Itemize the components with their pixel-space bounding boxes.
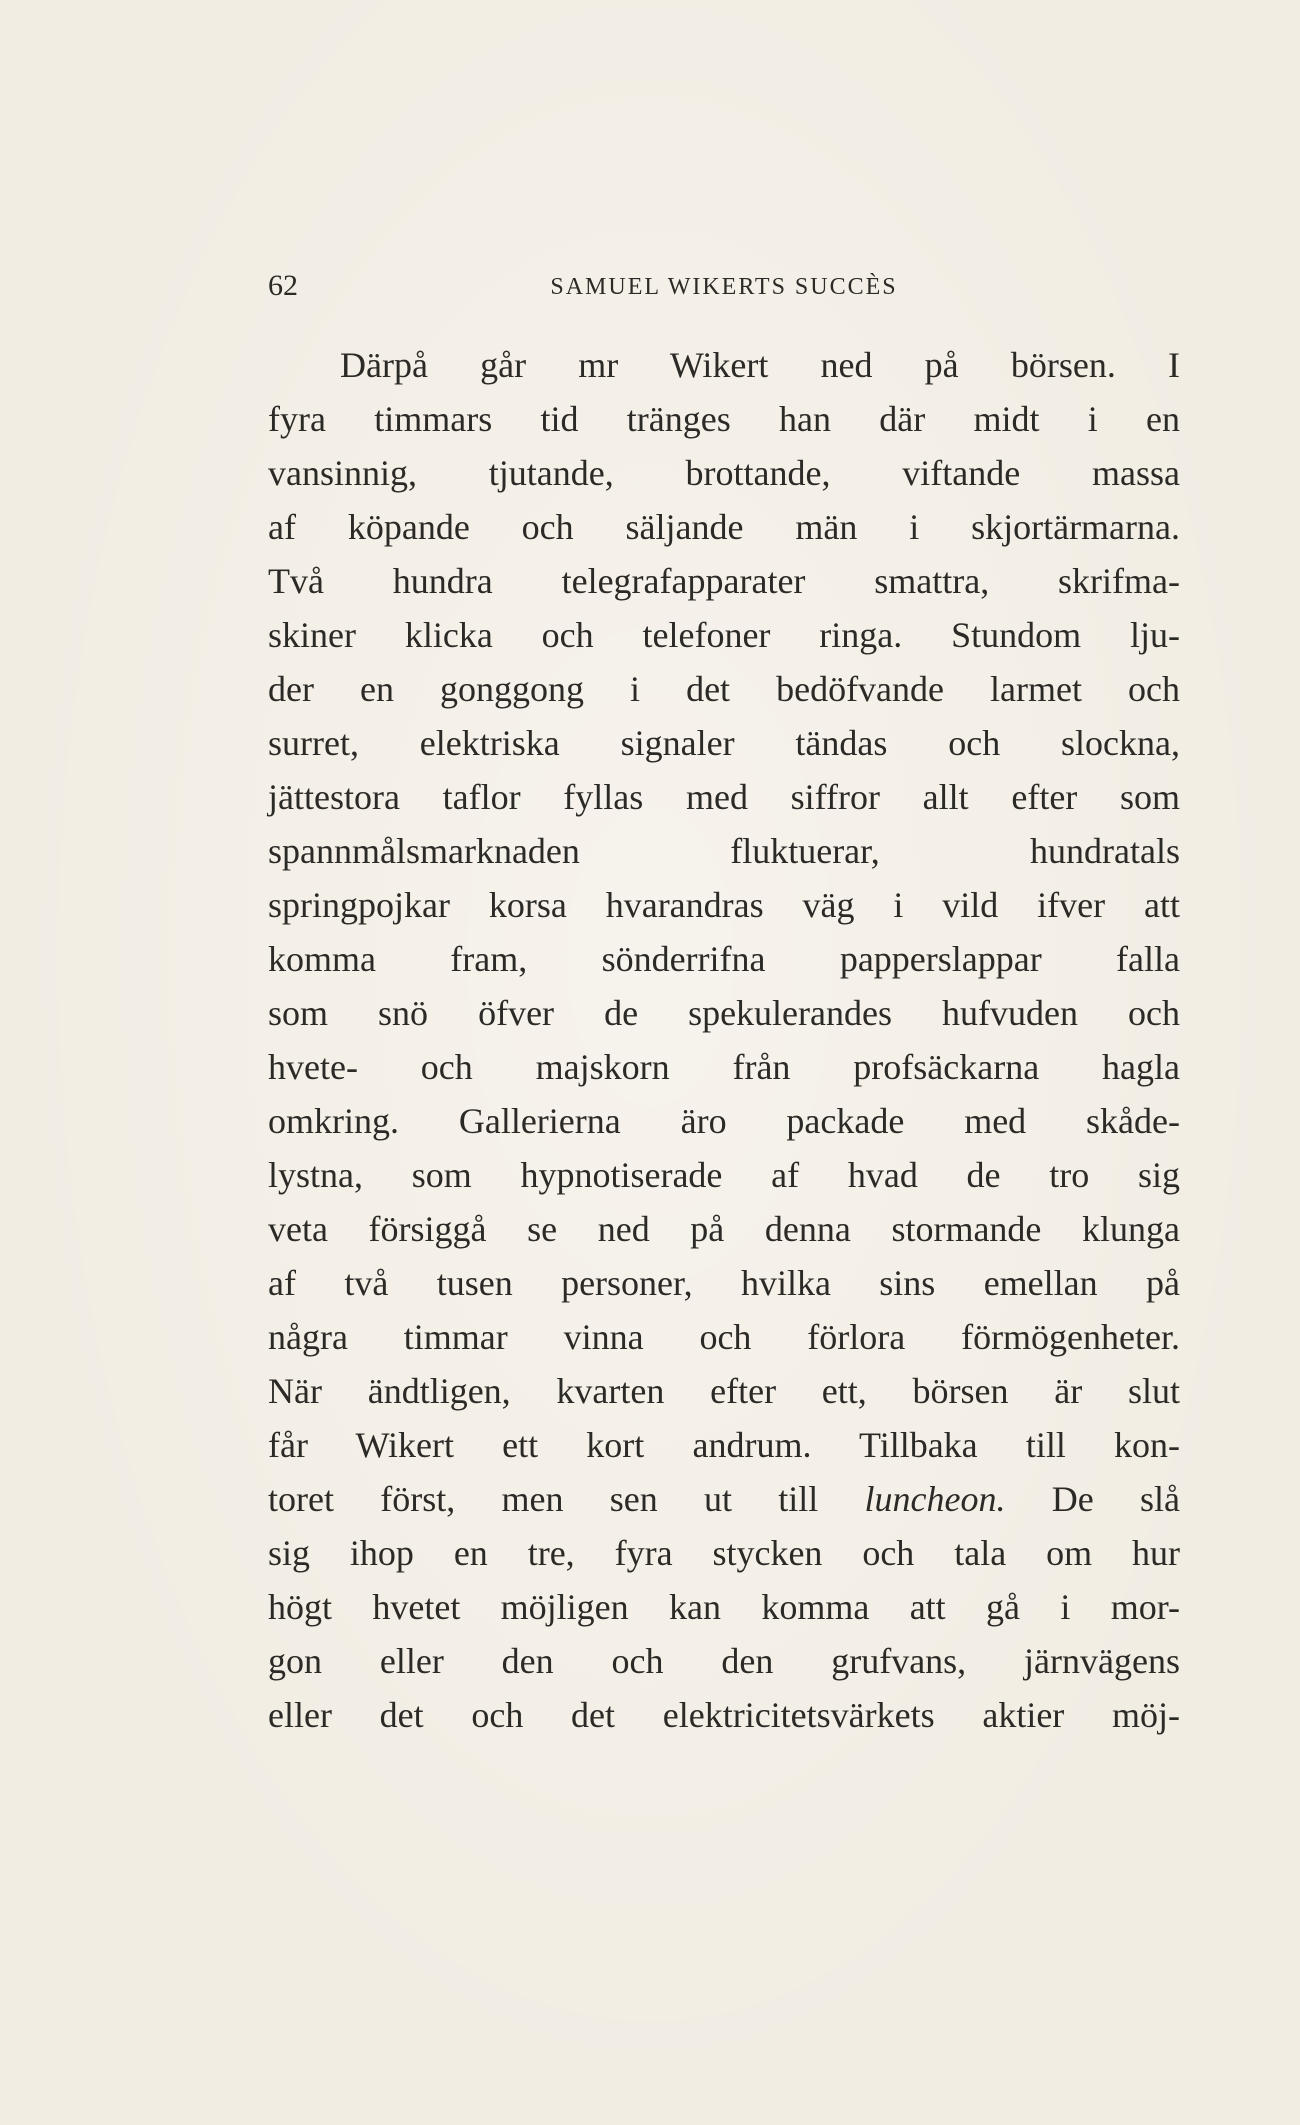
running-head: SAMUEL WIKERTS SUCCÈS [550,274,898,300]
text-line: spannmålsmarknaden fluktuerar, hundratals [268,831,1180,871]
text-line: eller det och det elektricitetsvärkets aktier möj- [268,1695,1180,1735]
text-line: skiner klicka och telefoner ringa. Stundom lju- [268,615,1180,655]
text-line: omkring. Gallerierna äro packade med skåde- [268,1101,1180,1141]
text-line: Två hundra telegrafapparater smattra, skrifma- [268,561,1180,601]
text-line: får Wikert ett kort andrum. Tillbaka till kon- [268,1425,1180,1465]
text-line: der en gonggong i det bedöfvande larmet och [268,669,1180,709]
text-line: några timmar vinna och förlora förmögenheter. [268,1317,1180,1357]
text-line: komma fram, sönderrifna papperslappar falla [268,939,1180,979]
text-line: vansinnig, tjutande, brottande, viftande massa [268,453,1180,493]
text-line: gon eller den och den grufvans, järnvägens [268,1641,1180,1681]
text-line: som snö öfver de spekulerandes hufvuden och [268,993,1180,1033]
text-segment: toret först, men sen ut till [268,1479,865,1519]
text-line: jättestora taflor fyllas med siffror allt efter som [268,777,1180,817]
text-line: springpojkar korsa hvarandras väg i vild ifver att [268,885,1180,925]
page-number: 62 [268,269,298,302]
page-header [268,268,1180,308]
italic-word: luncheon. [864,1479,1006,1519]
text-line [268,1472,1180,1526]
text-line: veta försiggå se ned på denna stormande klunga [268,1209,1180,1249]
text-line: surret, elektriska signaler tändas och slockna, [268,723,1180,763]
body-text [268,338,1180,1742]
text-line: sig ihop en tre, fyra stycken och tala om hur [268,1533,1180,1573]
text-line: lystna, som hypnotiserade af hvad de tro sig [268,1155,1180,1195]
text-segment: De slå [1005,1479,1180,1519]
text-line: Därpå går mr Wikert ned på börsen. I [340,345,1180,385]
text-line: När ändtligen, kvarten efter ett, börsen är slut [268,1371,1180,1411]
text-line: af två tusen personer, hvilka sins emellan på [268,1263,1180,1303]
text-line: hvete- och majskorn från profsäckarna hagla [268,1047,1180,1087]
text-line: fyra timmars tid tränges han där midt i en [268,399,1180,439]
text-line: högt hvetet möjligen kan komma att gå i mor- [268,1587,1180,1627]
text-line: af köpande och säljande män i skjortärmarna. [268,507,1180,547]
